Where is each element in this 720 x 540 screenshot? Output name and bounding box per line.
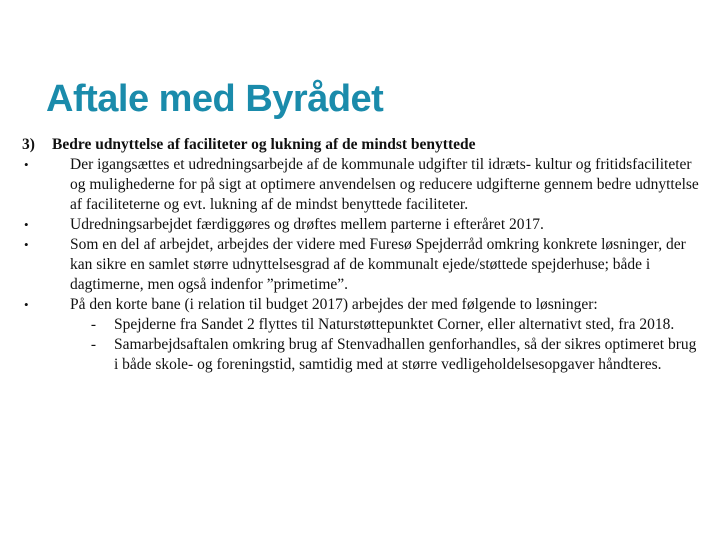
bullet-text: Udredningsarbejdet færdiggøres og drøftes mellem parterne i efteråret 2017. <box>70 216 544 233</box>
section-heading <box>22 135 702 155</box>
bullet-item <box>22 155 702 215</box>
sub-item <box>22 335 702 375</box>
bullet-item <box>22 235 702 295</box>
bullet-item <box>22 215 702 235</box>
bullet-item <box>22 295 702 315</box>
section-heading-text: Bedre udnyttelse af faciliteter og lukning af de mindst benyttede <box>52 136 476 153</box>
bullet-icon: • <box>24 237 29 252</box>
bullet-text: På den korte bane (i relation til budget 2017) arbejdes der med følgende to løsninger: <box>70 296 598 313</box>
sub-item-text: Spejderne fra Sandet 2 flyttes til Naturstøttepunktet Corner, eller alternativt sted, fra 2018. <box>114 316 675 333</box>
dash-icon: - <box>90 336 96 353</box>
sub-item-text: Samarbejdsaftalen omkring brug af Stenvadhallen genforhandles, så der sikres optimeret brug i både skole- og foreningstid, samtidig med at større vedligeholdelsesopgaver håndteres. <box>114 336 697 373</box>
bullet-icon: • <box>24 297 29 312</box>
bullet-text: Som en del af arbejdet, arbejdes der videre med Furesø Spejderråd omkring konkrete løsninger, der kan sikre en samlet større udnyttelsesgrad af de kommunalt ejede/støttede spejderhuse; både i dagtimerne, men også indenfor ”primetime”. <box>70 236 686 293</box>
bullet-icon: • <box>24 157 29 172</box>
sub-item <box>22 315 702 335</box>
bullet-icon: • <box>24 217 29 232</box>
section-number: 3) <box>22 136 35 153</box>
dash-icon: - <box>90 316 96 333</box>
document-body <box>22 135 702 375</box>
bullet-text: Der igangsættes et udredningsarbejde af de kommunale udgifter til idræts- kultur og fritidsfaciliteter og mulighederne for på sigt at optimere anvendelsen og reducere udgifterne gennem bedre udnyttelse af faciliteterne og evt. lukning af de mindst benyttede faciliteter. <box>70 156 699 213</box>
slide-title: Aftale med Byrådet <box>46 78 384 120</box>
